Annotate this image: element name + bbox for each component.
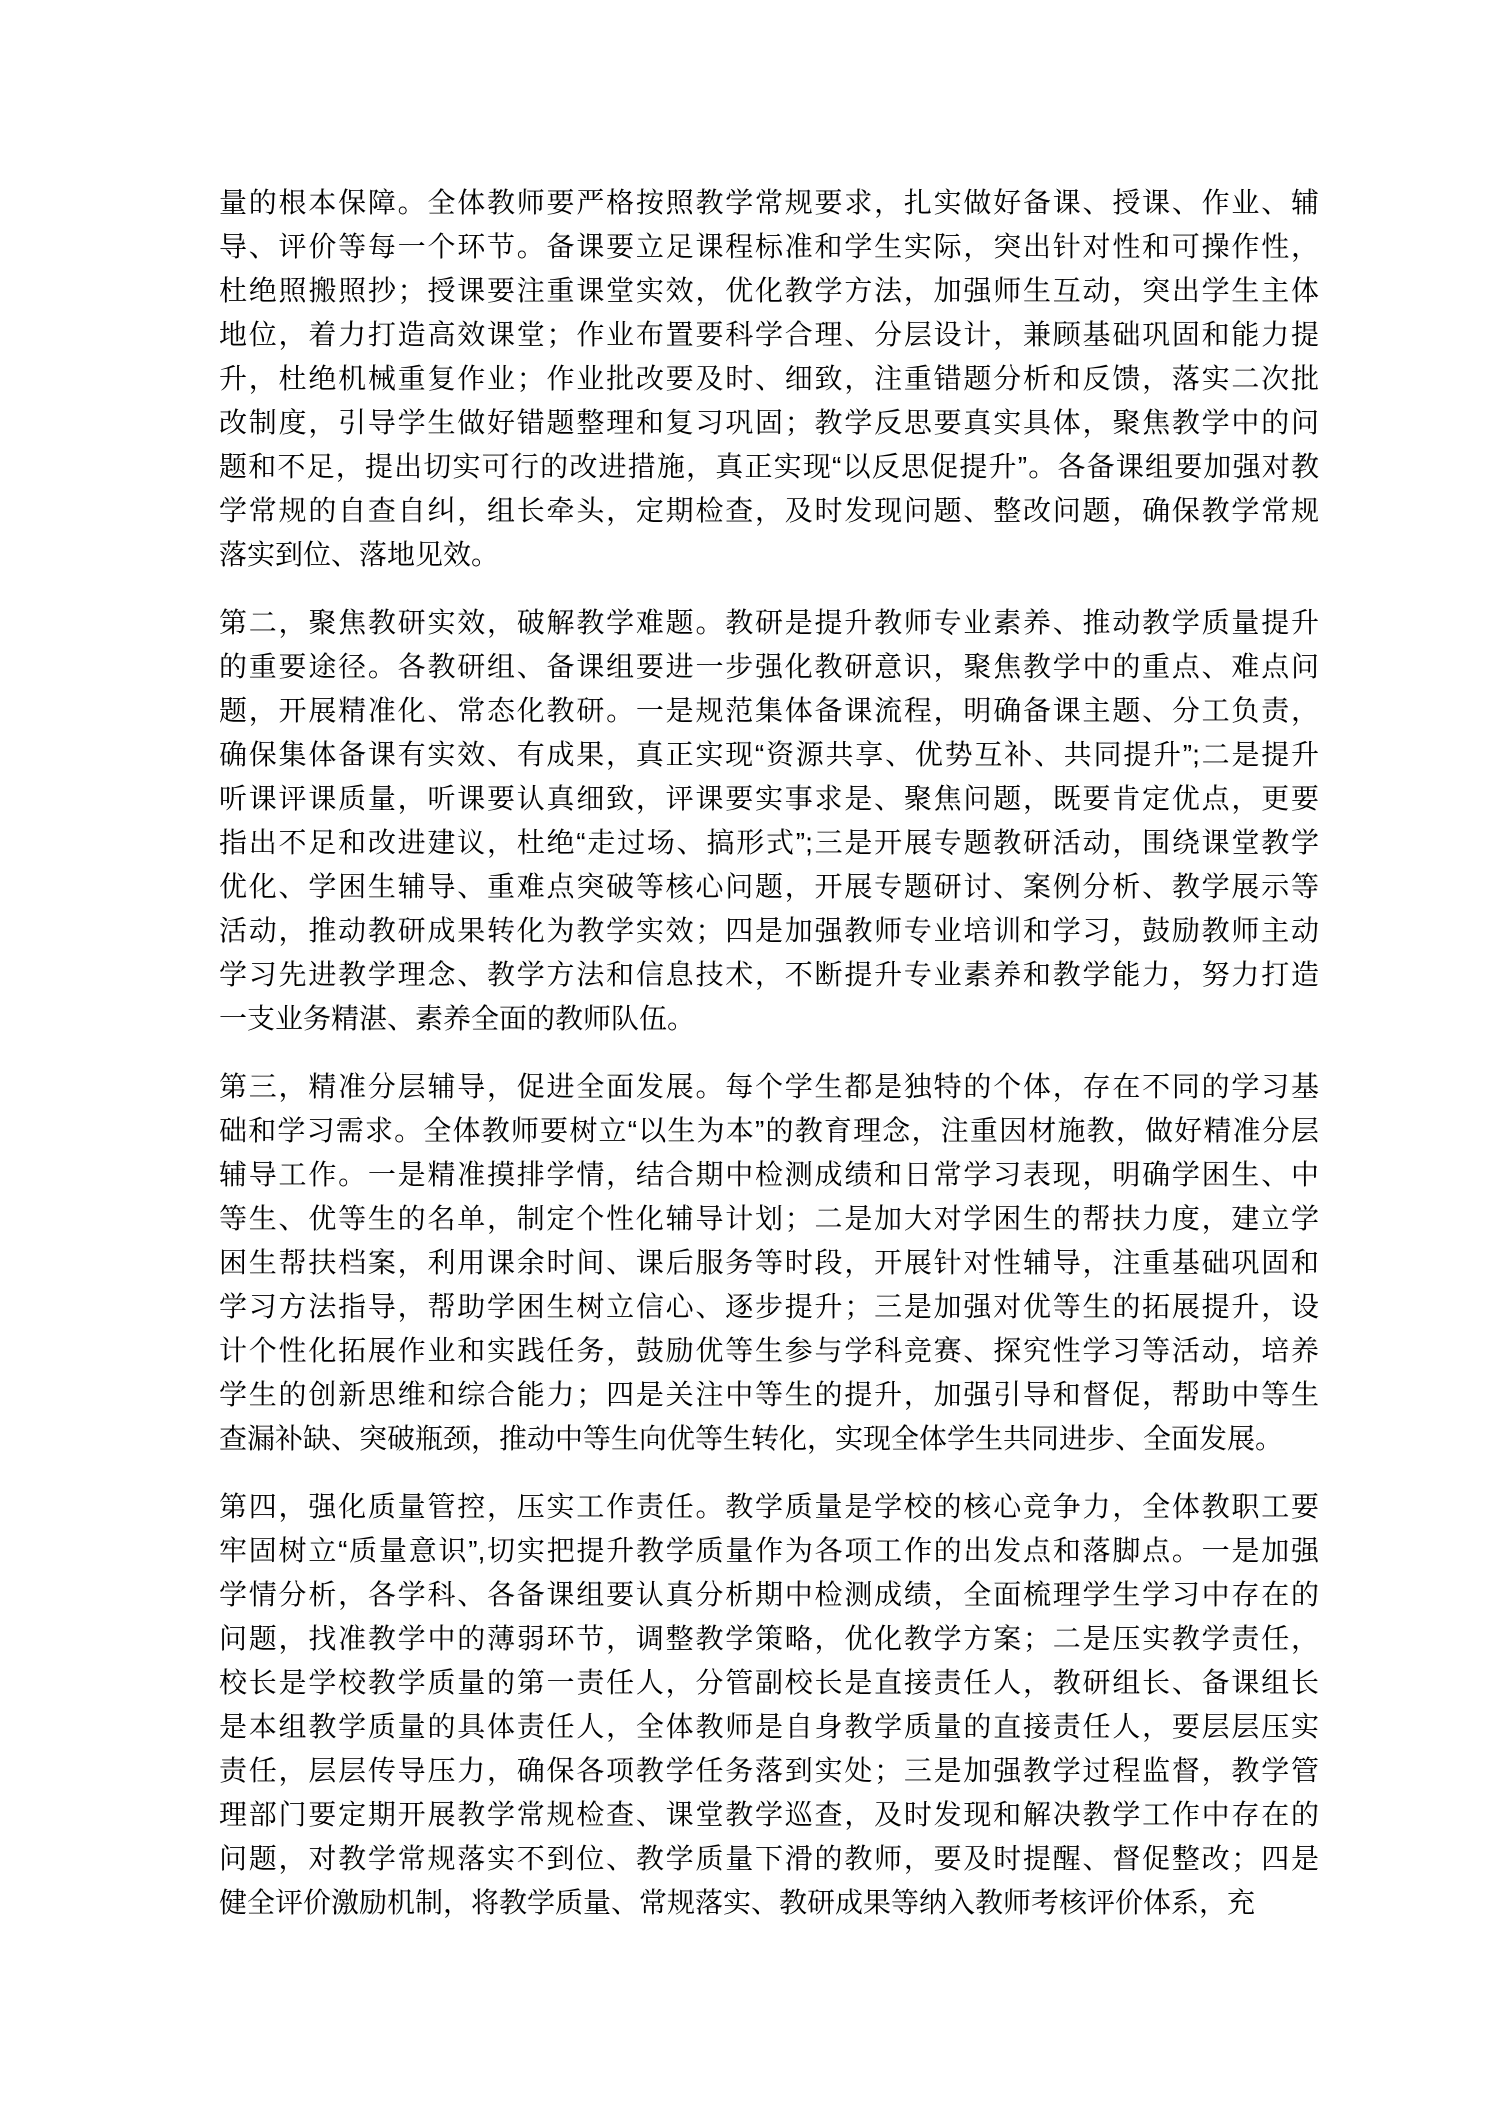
text-line: 第二，聚焦教研实效，破解教学难题。教研是提升教师专业素养、推动教学质量提升 <box>219 607 1319 638</box>
text-line: 辅导工作。一是精准摸排学情，结合期中检测成绩和日常学习表现，明确学困生、中 <box>219 1159 1319 1190</box>
text-line: 校长是学校教学质量的第一责任人，分管副校长是直接责任人，教研组长、备课组长 <box>219 1667 1319 1698</box>
text-line: 责任，层层传导压力，确保各项教学任务落到实处；三是加强教学过程监督，教学管 <box>219 1755 1319 1786</box>
text-line: 地位，着力打造高效课堂；作业布置要科学合理、分层设计，兼顾基础巩固和能力提 <box>219 319 1319 350</box>
paragraph-1 <box>219 181 1319 577</box>
text-line: 是本组教学质量的具体责任人，全体教师是自身教学质量的直接责任人，要层层压实 <box>219 1711 1319 1742</box>
text-line: 学常规的自查自纠，组长牵头，定期检查，及时发现问题、整改问题，确保教学常规 <box>219 495 1319 526</box>
text-line: 题，开展精准化、常态化教研。一是规范集体备课流程，明确备课主题、分工负责， <box>219 695 1319 726</box>
text-line: 础和学习需求。全体教师要树立“以生为本”的教育理念，注重因材施教，做好精准分层 <box>219 1115 1319 1146</box>
document-page <box>219 181 1319 1925</box>
text-line: 学习先进教学理念、教学方法和信息技术，不断提升专业素养和教学能力，努力打造 <box>219 959 1319 990</box>
text-line: 查漏补缺、突破瓶颈，推动中等生向优等生转化，实现全体学生共同进步、全面发展。 <box>219 1423 1284 1454</box>
text-line: 理部门要定期开展教学常规检查、课堂教学巡查，及时发现和解决教学工作中存在的 <box>219 1799 1319 1830</box>
text-line: 听课评课质量，听课要认真细致，评课要实事求是、聚焦问题，既要肯定优点，更要 <box>219 783 1319 814</box>
text-line: 一支业务精湛、素养全面的教师队伍。 <box>219 1003 696 1034</box>
text-line: 学习方法指导，帮助学困生树立信心、逐步提升；三是加强对优等生的拓展提升，设 <box>219 1291 1319 1322</box>
text-line: 的重要途径。各教研组、备课组要进一步强化教研意识，聚焦教学中的重点、难点问 <box>219 651 1319 682</box>
text-line: 杜绝照搬照抄；授课要注重课堂实效，优化教学方法，加强师生互动，突出学生主体 <box>219 275 1319 306</box>
text-line: 问题，对教学常规落实不到位、教学质量下滑的教师，要及时提醒、督促整改；四是 <box>219 1843 1319 1874</box>
text-line: 改制度，引导学生做好错题整理和复习巩固；教学反思要真实具体，聚焦教学中的问 <box>219 407 1319 438</box>
text-line: 优化、学困生辅导、重难点突破等核心问题，开展专题研讨、案例分析、教学展示等 <box>219 871 1319 902</box>
text-line: 量的根本保障。全体教师要严格按照教学常规要求，扎实做好备课、授课、作业、辅 <box>219 187 1319 218</box>
text-line: 牢固树立“质量意识”,切实把提升教学质量作为各项工作的出发点和落脚点。一是加强 <box>219 1535 1319 1566</box>
text-line: 学情分析，各学科、各备课组要认真分析期中检测成绩，全面梳理学生学习中存在的 <box>219 1579 1319 1610</box>
text-line: 等生、优等生的名单，制定个性化辅导计划；二是加大对学困生的帮扶力度，建立学 <box>219 1203 1319 1234</box>
text-line: 健全评价激励机制，将教学质量、常规落实、教研成果等纳入教师考核评价体系，充 <box>219 1887 1256 1918</box>
text-line: 导、评价等每一个环节。备课要立足课程标准和学生实际，突出针对性和可操作性， <box>219 231 1319 262</box>
text-line: 学生的创新思维和综合能力；四是关注中等生的提升，加强引导和督促，帮助中等生 <box>219 1379 1319 1410</box>
text-line: 计个性化拓展作业和实践任务，鼓励优等生参与学科竞赛、探究性学习等活动，培养 <box>219 1335 1319 1366</box>
text-line: 落实到位、落地见效。 <box>219 539 500 570</box>
text-line: 问题，找准教学中的薄弱环节，调整教学策略，优化教学方案；二是压实教学责任， <box>219 1623 1319 1654</box>
text-line: 第四，强化质量管控，压实工作责任。教学质量是学校的核心竞争力，全体教职工要 <box>219 1491 1319 1522</box>
text-line: 升，杜绝机械重复作业；作业批改要及时、细致，注重错题分析和反馈，落实二次批 <box>219 363 1319 394</box>
text-line: 确保集体备课有实效、有成果，真正实现“资源共享、优势互补、共同提升”;二是提升 <box>219 739 1319 770</box>
paragraph-2 <box>219 601 1319 1041</box>
paragraph-3 <box>219 1065 1319 1461</box>
text-line: 困生帮扶档案，利用课余时间、课后服务等时段，开展针对性辅导，注重基础巩固和 <box>219 1247 1319 1278</box>
text-line: 第三，精准分层辅导，促进全面发展。每个学生都是独特的个体，存在不同的学习基 <box>219 1071 1319 1102</box>
text-line: 活动，推动教研成果转化为教学实效；四是加强教师专业培训和学习，鼓励教师主动 <box>219 915 1319 946</box>
paragraph-4 <box>219 1485 1319 1925</box>
text-line: 题和不足，提出切实可行的改进措施，真正实现“以反思促提升”。各备课组要加强对教 <box>219 451 1319 482</box>
text-line: 指出不足和改进建议，杜绝“走过场、搞形式”;三是开展专题教研活动，围绕课堂教学 <box>219 827 1319 858</box>
